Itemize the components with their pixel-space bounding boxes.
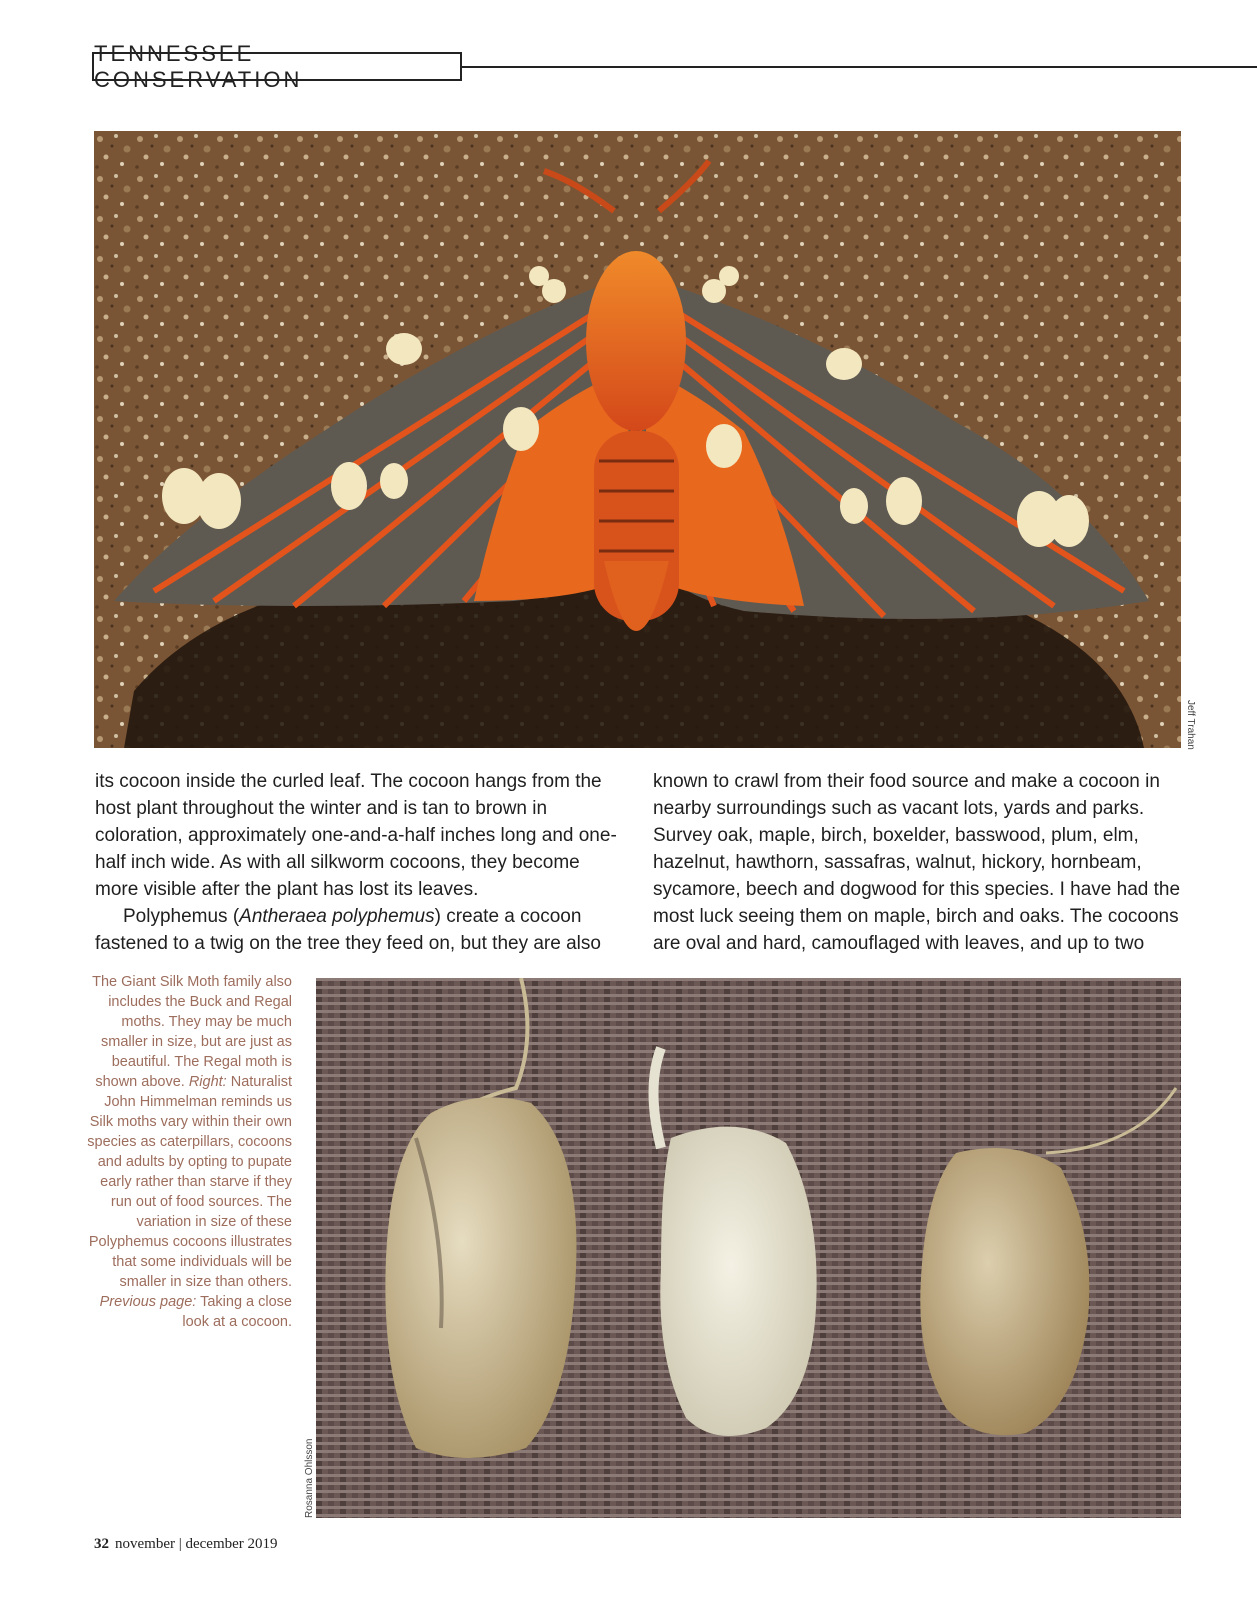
article-column-right bbox=[653, 768, 1193, 957]
issue-date: november | december 2019 bbox=[115, 1536, 278, 1552]
caption-label: Previous page: bbox=[99, 1294, 197, 1310]
page-number: 32 bbox=[94, 1536, 109, 1552]
photo-credit-cocoons: Rosanna Ohlsson bbox=[304, 1438, 315, 1518]
caption-label: Right: bbox=[188, 1074, 227, 1090]
article-column-left bbox=[95, 768, 625, 957]
magazine-title: TENNESSEE CONSERVATION bbox=[94, 40, 303, 92]
text-span: Polyphemus ( bbox=[123, 906, 240, 927]
species-name: Antheraea polyphemus bbox=[239, 906, 435, 927]
header-rule bbox=[462, 66, 1257, 68]
regal-moth-photo bbox=[94, 131, 1181, 748]
photo-credit-moth: Jeff Trahan bbox=[1185, 700, 1196, 750]
caption-text: Taking a close look at a cocoon. bbox=[182, 1294, 292, 1330]
photo-caption bbox=[80, 972, 292, 1332]
paragraph: its cocoon inside the curled leaf. The cocoon hangs from the host plant throughout the winter and is tan to brown in coloration, approximately one-and-a-half inches long and one-half inch wide. As with all silkworm cocoons, they become more visible after the plant has lost its leaves. bbox=[95, 771, 617, 900]
paragraph-polyphemus bbox=[95, 903, 625, 957]
paragraph: known to crawl from their food source and make a cocoon in nearby surroundings such as vacant lots, yards and parks. Survey oak, maple, birch, boxelder, basswood, plum, elm, hazelnut, hawthorn, sassafras, walnut, hickory, hornbeam, sycamore, beech and dogwood for this species. I have had the most luck seeing them on maple, birch and oaks. The cocoons are oval and hard, camouflaged with leaves, and up to two bbox=[653, 771, 1181, 954]
text-span: ) create a cocoon fastened to a twig on the tree they feed on, but they are also bbox=[95, 906, 601, 954]
page-footer bbox=[94, 1536, 278, 1553]
magazine-header bbox=[92, 40, 462, 92]
caption-text: The Giant Silk Moth family also includes the Buck and Regal moths. They may be much smaller in size, but are just as beautiful. The Regal moth is shown above. bbox=[92, 974, 292, 1090]
caption-text: Naturalist John Himmelman reminds us Silk moths vary within their own species as caterpillars, cocoons and adults by opting to pupate early rather than starve if they run out of food sources. The variation in size of these Polyphemus cocoons illustrates that some individuals will be smaller in size than others. bbox=[87, 1074, 292, 1290]
polyphemus-cocoons-photo bbox=[316, 978, 1181, 1518]
